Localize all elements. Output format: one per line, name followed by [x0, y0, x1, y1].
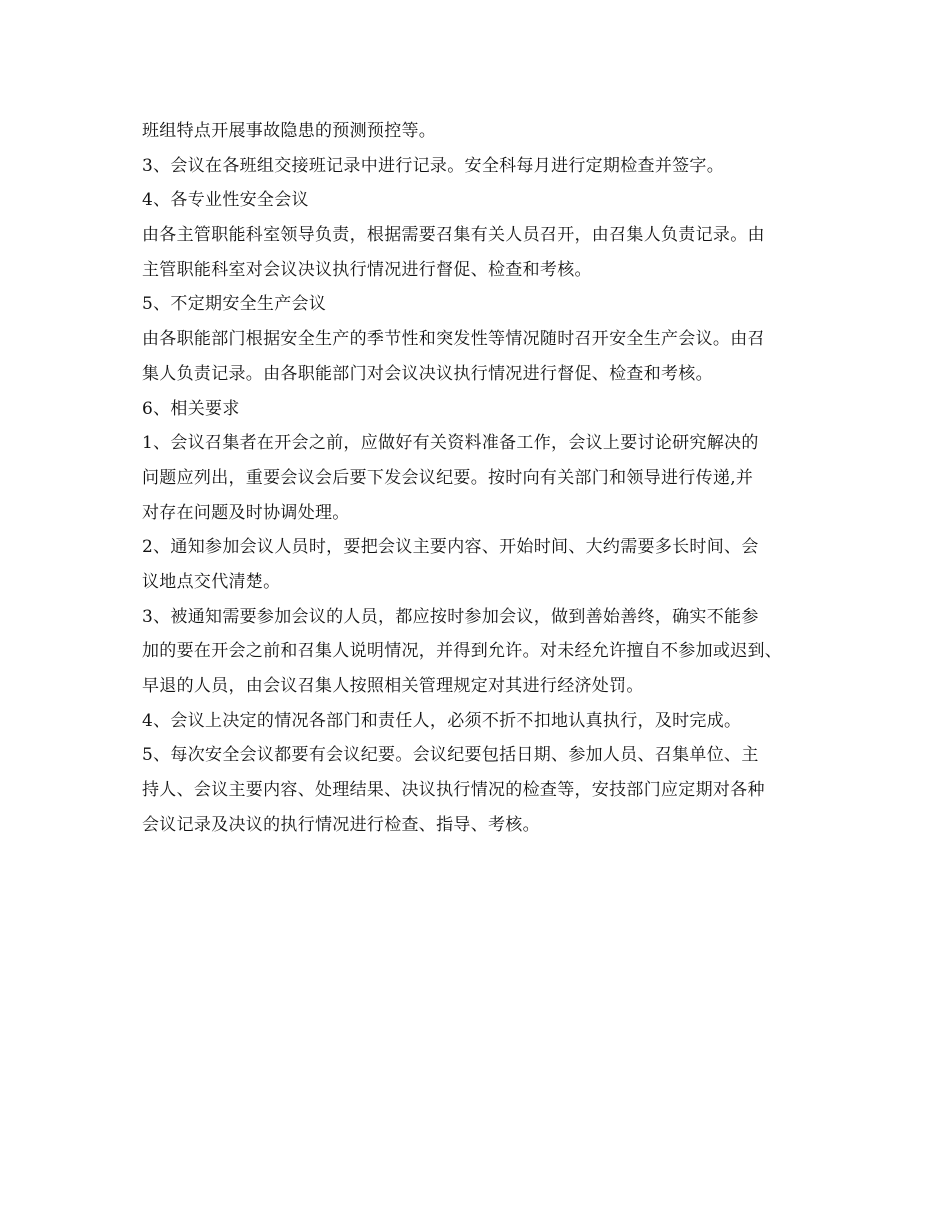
- text-line: 主管职能科室对会议决议执行情况进行督促、检查和考核。: [142, 259, 592, 280]
- text-line: 集人负责记录。由各职能部门对会议决议执行情况进行督促、检查和考核。: [142, 363, 713, 384]
- text-line: 会议记录及决议的执行情况进行检查、指导、考核。: [142, 814, 540, 835]
- text-line: 班组特点开展事故隐患的预测预控等。: [142, 121, 437, 141]
- text-line: 议地点交代清楚。: [142, 571, 281, 592]
- text-line: 3、会议在各班组交接班记录中进行记录。安全科每月进行定期检查并签字。: [142, 155, 725, 176]
- text-line: 持人、会议主要内容、处理结果、决议执行情况的检查等，安技部门应定期对各种: [142, 780, 765, 801]
- section-heading: 4、各专业性安全会议: [142, 190, 309, 211]
- section-heading: 5、不定期安全生产会议: [142, 294, 327, 315]
- text-line: 5、每次安全会议都要有会议纪要。会议纪要包括日期、参加人员、召集单位、主: [142, 745, 759, 766]
- text-line: 由各主管职能科室领导负责，根据需要召集有关人员召开，由召集人负责记录。由: [142, 225, 765, 246]
- section-heading: 6、相关要求: [142, 398, 240, 419]
- text-line: 3、被通知需要参加会议的人员，都应按时参加会议，做到善始善终，确实不能参: [142, 606, 759, 627]
- text-line: 由各职能部门根据安全生产的季节性和突发性等情况随时召开安全生产会议。由召: [142, 329, 765, 350]
- text-line: 早退的人员，由会议召集人按照相关管理规定对其进行经济处罚。: [142, 676, 644, 696]
- text-line: 对存在问题及时协调处理。: [142, 502, 350, 523]
- text-line: 加的要在开会之前和召集人说明情况，并得到允许。对未经允许擅自不参加或迟到、: [142, 641, 783, 662]
- text-line: 4、会议上决定的情况各部门和责任人，必须不折不扣地认真执行，及时完成。: [142, 710, 742, 731]
- document-body: [142, 114, 822, 842]
- text-line: 1、会议召集者在开会之前，应做好有关资料准备工作，会议上要讨论研究解决的: [142, 433, 759, 454]
- text-line: 2、通知参加会议人员时，要把会议主要内容、开始时间、大约需要多长时间、会: [142, 537, 759, 558]
- text-line: 问题应列出，重要会议会后要下发会议纪要。按时向有关部门和领导进行传递,并: [142, 467, 754, 488]
